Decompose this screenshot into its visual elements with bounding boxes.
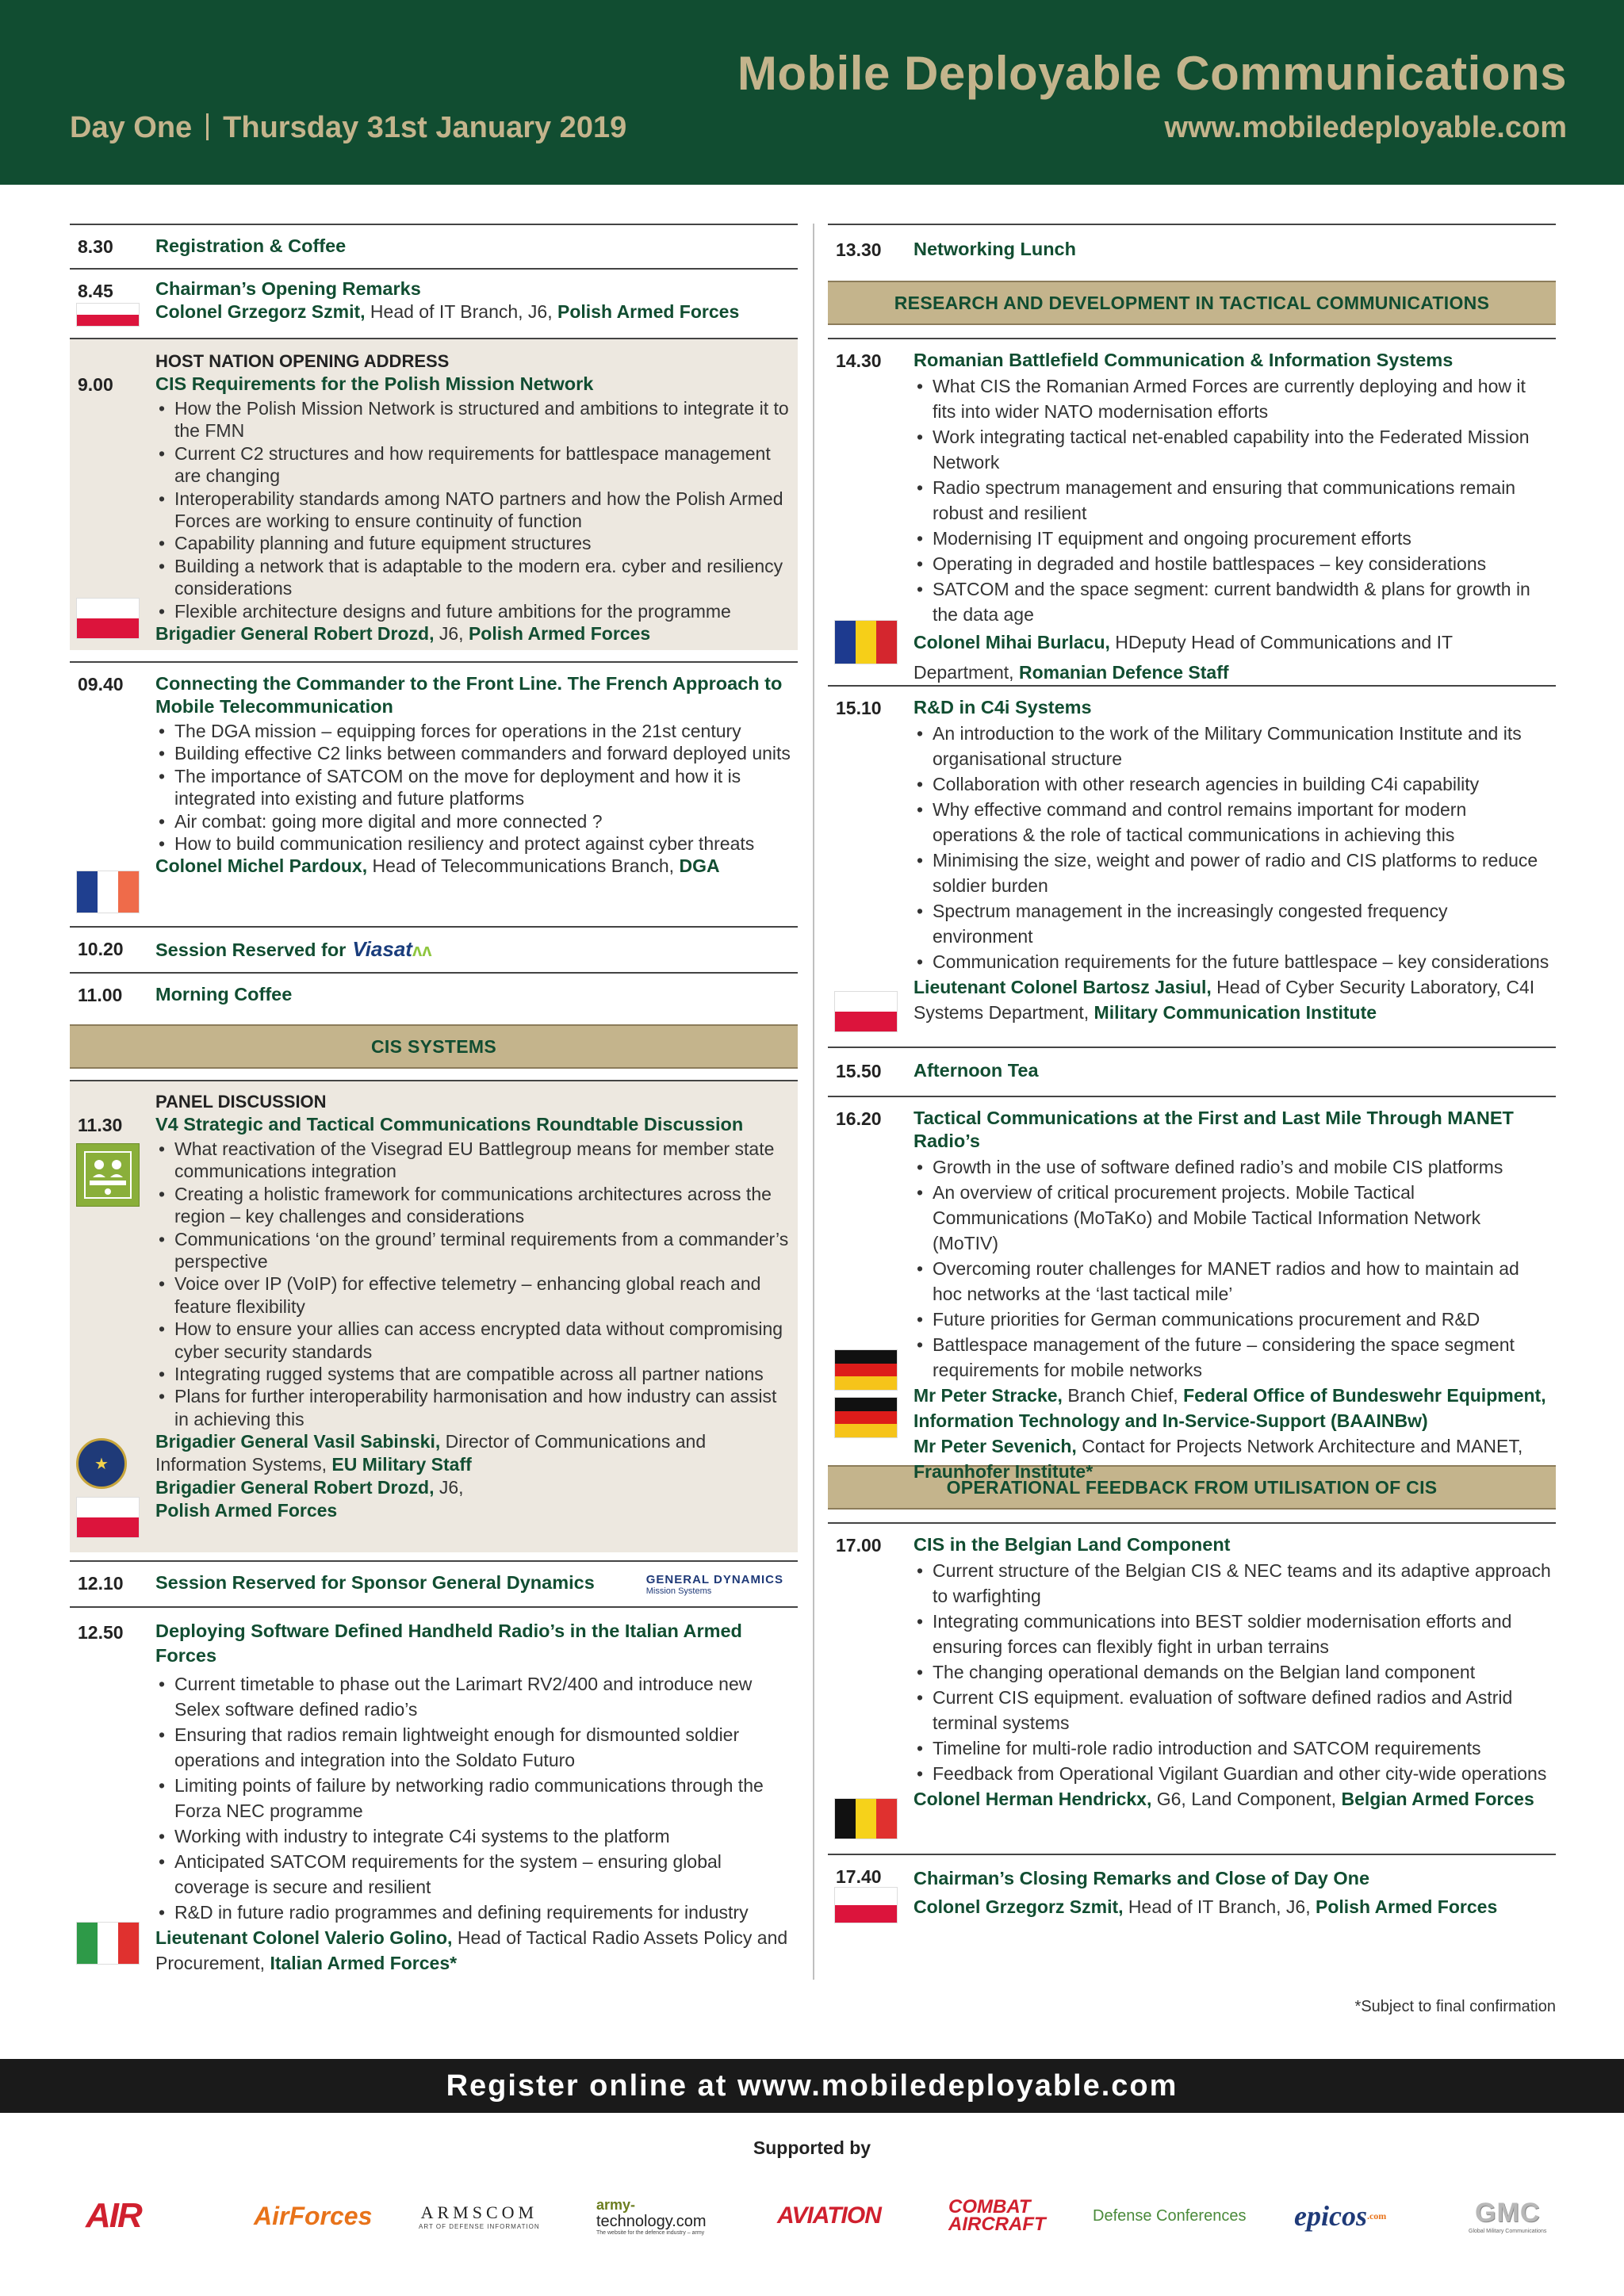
agenda-item-networking-lunch — [828, 224, 1556, 268]
session-title: Afternoon Tea — [914, 1060, 1039, 1081]
date-label: Thursday 31st January 2019 — [223, 111, 627, 144]
bullet-item: • Modernising IT equipment and ongoing procurement efforts — [914, 526, 1551, 551]
speaker-name: Mr Peter Sevenich, — [914, 1436, 1077, 1456]
bullet-item: • Building a network that is adaptable to the modern era. cyber and resiliency considerations — [155, 555, 793, 600]
speaker — [155, 1925, 793, 1976]
speaker-org: Belgian Armed Forces — [1341, 1789, 1534, 1809]
speaker-role: Head of IT Branch, J6, — [365, 301, 558, 322]
footnote: *Subject to final confirmation — [1354, 1998, 1556, 2015]
time-label: 8.30 — [78, 236, 113, 257]
time-label: 13.30 — [836, 239, 882, 260]
bullet-item: • Integrating communications into BEST soldier modernisation efforts and ensuring forces can flexibly fight in urban terrains — [914, 1609, 1551, 1659]
time-label: 15.50 — [836, 1061, 882, 1081]
defense-conferences-logo[interactable] — [1093, 2188, 1246, 2244]
bullet-item: • An overview of critical procurement projects. Mobile Tactical Communications (MoTaKo) and Mobile Tactical Information Network (MoTIV) — [914, 1180, 1551, 1256]
gmc-logo[interactable] — [1469, 2188, 1546, 2244]
day-separator — [206, 113, 209, 140]
logo-text: AIRCRAFT — [948, 2214, 1046, 2235]
speaker-role: Head of Cyber Security Laboratory, C4I Systems Department, — [914, 977, 1535, 1023]
speaker-name: Colonel Herman Hendrickx, — [914, 1789, 1152, 1809]
session-title: R&D in C4i Systems — [914, 697, 1092, 718]
bullet-item: • Spectrum management in the increasingly congested frequency environment — [914, 898, 1551, 949]
bullet-item: • Overcoming router challenges for MANET radios and how to maintain ad hoc networks at the ‘last tactical mile’ — [914, 1256, 1551, 1307]
agenda-item-viasat-session — [70, 926, 798, 972]
logo-text: technology.com — [596, 2212, 707, 2230]
bullet-item: • Ensuring that radios remain lightweight enough for dismounted soldier operations and integration into the Soldato Futuro — [155, 1722, 793, 1773]
session-title: Session Reserved for — [155, 939, 347, 960]
session-title: Deploying Software Defined Handheld Radio’s in the Italian Armed Forces — [155, 1621, 742, 1666]
session-title: Romanian Battlefield Communication & Information Systems — [914, 350, 1454, 370]
page-header — [0, 0, 1624, 185]
viasat-logo-text: Viasat — [352, 937, 412, 961]
day-label: Day One — [70, 111, 193, 144]
speaker-org: Polish Armed Forces — [1316, 1896, 1498, 1917]
general-dynamics-logo — [646, 1573, 783, 1596]
session-bullets — [914, 1154, 1551, 1383]
bullet-item: • Current timetable to phase out the Larimart RV2/400 and introduce new Selex software defined radio’s — [155, 1671, 793, 1722]
belgium-flag-icon — [834, 1798, 898, 1839]
register-banner[interactable]: Register online at www.mobiledeployable.com — [0, 2059, 1624, 2113]
logo-text: ARMSCOM — [420, 2202, 538, 2222]
bullet-item: • Capability planning and future equipment structures — [155, 532, 793, 554]
session-title: Networking Lunch — [914, 239, 1076, 259]
session-title: V4 Strategic and Tactical Communications Roundtable Discussion — [155, 1114, 744, 1135]
bullet-item: • Communication requirements for the future battlespace – key considerations — [914, 949, 1551, 974]
agenda-item-romanian-cis — [828, 338, 1556, 685]
session-title: Registration & Coffee — [155, 235, 347, 256]
logo-subtext: The website for the defence industry – army — [596, 2229, 705, 2236]
bullet-item: • Creating a holistic framework for communications architectures across the region – key challenges and considerations — [155, 1183, 793, 1228]
bullet-item: • Minimising the size, weight and power of radio and CIS platforms to reduce soldier burden — [914, 848, 1551, 898]
session-bullets — [155, 1138, 793, 1430]
logo-text: AIR — [86, 2196, 141, 2235]
gd-logo-line2: Mission Systems — [645, 1586, 712, 1596]
right-column — [828, 224, 1556, 1925]
speaker-org: Italian Armed Forces* — [270, 1953, 458, 1973]
session-type: PANEL DISCUSSION — [155, 1092, 327, 1112]
session-bullets — [914, 1558, 1551, 1786]
bullet-item: • Battlespace management of the future – considering the space segment requirements for mobile networks — [914, 1332, 1551, 1383]
time-label: 12.50 — [78, 1622, 124, 1643]
logo-text: Defense Conferences — [1093, 2206, 1247, 2225]
speaker-role: G6, Land Component, — [1151, 1789, 1342, 1809]
speaker-role: HDeputy Head of Communications and IT Department, — [914, 632, 1453, 683]
bullet-item: • The changing operational demands on the Belgian land component — [914, 1659, 1551, 1685]
speaker — [155, 300, 793, 323]
bullet-item: • Integrating rugged systems that are compatible across all partner nations — [155, 1363, 793, 1385]
speaker — [914, 974, 1551, 1025]
bullet-item: • Growth in the use of software defined radio’s and mobile CIS platforms — [914, 1154, 1551, 1180]
logo-text: epicos — [1294, 2200, 1367, 2232]
logo-text: GMC — [1475, 2198, 1541, 2228]
speaker-name: Mr Peter Stracke, — [914, 1385, 1063, 1406]
speaker — [914, 1383, 1551, 1433]
session-title: Morning Coffee — [155, 984, 293, 1004]
airforces-logo[interactable] — [254, 2188, 372, 2244]
poland-flag-icon — [76, 598, 140, 639]
bullet-item: • What CIS the Romanian Armed Forces are currently deploying and how it fits into wider NATO modernisation efforts — [914, 373, 1551, 424]
army-technology-logo[interactable] — [596, 2188, 707, 2244]
agenda-item-registration — [70, 224, 798, 268]
speaker — [914, 1786, 1551, 1812]
france-flag-icon — [76, 871, 140, 913]
speaker-name: Brigadier General Robert Drozd, — [155, 623, 435, 645]
bullet-item: • Operating in degraded and hostile battlespaces – key considerations — [914, 551, 1551, 576]
agenda-item-closing-remarks — [828, 1854, 1556, 1925]
column-divider — [813, 224, 814, 1980]
bullet-item: • Collaboration with other research agencies in building C4i capability — [914, 771, 1551, 797]
romania-flag-icon — [834, 620, 898, 664]
session-bullets — [155, 1671, 793, 1925]
speaker-org: Polish Armed Forces — [468, 623, 651, 645]
people-table-icon — [83, 1150, 132, 1200]
combat-aircraft-logo[interactable] — [948, 2188, 1046, 2244]
bullet-item: • How the Polish Mission Network is structured and ambitions to integrate it to the FMN — [155, 397, 793, 442]
epicos-logo[interactable] — [1294, 2188, 1386, 2244]
viasat-logo-mark-icon: ʌʌ — [412, 940, 432, 960]
time-label: 10.20 — [78, 939, 124, 959]
agenda-item-belgian-cis — [828, 1522, 1556, 1854]
bullet-item: • Flexible architecture designs and future ambitions for the programme — [155, 600, 793, 622]
time-label: 09.40 — [78, 674, 124, 695]
speaker-org: Fraunhofer Institute* — [914, 1461, 1094, 1482]
section-band-operational-feedback: OPERATIONAL FEEDBACK FROM UTILISATION OF CIS — [828, 1465, 1556, 1510]
session-title: CIS Requirements for the Polish Mission Network — [155, 373, 594, 394]
agenda-item-italian-radios — [70, 1606, 798, 1979]
speaker-role: J6, — [434, 1477, 464, 1498]
session-title: Chairman’s Opening Remarks — [155, 278, 421, 299]
speaker — [914, 1892, 1551, 1922]
bullet-item: • Voice over IP (VoIP) for effective telemetry – enhancing global reach and feature flexibility — [155, 1272, 793, 1318]
agenda-item-manet-radios — [828, 1096, 1556, 1482]
session-bullets — [914, 721, 1551, 974]
logo-subtext: Global Military Communications — [1469, 2229, 1547, 2234]
logo-subtext: ART OF DEFENSE INFORMATION — [419, 2222, 540, 2230]
logo-subtext: .com — [1366, 2210, 1387, 2221]
speaker-role: Director of Communications and Information Systems, — [155, 1431, 707, 1475]
speaker-role: Contact for Projects Network Architecture and MANET, — [1076, 1436, 1523, 1456]
session-type: HOST NATION OPENING ADDRESS — [155, 351, 450, 371]
germany-flag-icon — [834, 1349, 898, 1391]
poland-flag-icon — [76, 303, 140, 327]
bullet-item: • Building effective C2 links between commanders and forward deployed units — [155, 742, 793, 764]
logo-text: COMBAT — [948, 2196, 1031, 2218]
bullet-item: • Limiting points of failure by networking radio communications through the Forza NEC programme — [155, 1773, 793, 1823]
session-bullets — [155, 720, 793, 855]
sponsor-logos — [0, 2188, 1624, 2260]
bullet-item: • Current C2 structures and how requirements for battlespace management are changing — [155, 442, 793, 488]
time-label: 17.00 — [836, 1535, 882, 1556]
armscom-logo[interactable] — [419, 2188, 540, 2244]
agenda-item-opening-remarks — [70, 268, 798, 327]
logo-text: AirForces — [254, 2201, 373, 2230]
speaker — [155, 855, 793, 878]
time-label: 17.40 — [836, 1866, 882, 1887]
speaker-org: EU Military Staff — [331, 1454, 472, 1475]
agenda-item-panel-discussion — [70, 1080, 798, 1552]
speaker-name: Colonel Michel Pardoux, — [155, 855, 368, 877]
bullet-item: • How to ensure your allies can access encrypted data without compromising cyber security standards — [155, 1318, 793, 1363]
bullet-item: • Working with industry to integrate C4i systems to the platform — [155, 1823, 793, 1849]
panel-discussion-icon — [76, 1143, 140, 1207]
session-title: CIS in the Belgian Land Component — [914, 1534, 1231, 1555]
agenda-item-morning-coffee — [70, 972, 798, 1016]
aviation-logo[interactable] — [777, 2188, 881, 2244]
bullet-item: • Feedback from Operational Vigilant Guardian and other city-wide operations — [914, 1761, 1551, 1786]
bullet-item: • Communications ‘on the ground’ terminal requirements from a commander’s perspective — [155, 1228, 793, 1273]
speaker-org: Military Communication Institute — [1094, 1002, 1377, 1023]
agenda-item-host-nation — [70, 338, 798, 650]
speaker-name: Lieutenant Colonel Bartosz Jasiul, — [914, 977, 1212, 997]
supported-by-label: Supported by — [753, 2137, 871, 2158]
speaker — [914, 627, 1551, 687]
speaker-role: Branch Chief, — [1062, 1385, 1184, 1406]
speaker — [155, 1430, 793, 1476]
bullet-item: • Timeline for multi-role radio introduction and SATCOM requirements — [914, 1735, 1551, 1761]
session-title: Chairman’s Closing Remarks and Close of Day One — [914, 1868, 1370, 1888]
speaker-name: Colonel Grzegorz Szmit, — [914, 1896, 1124, 1917]
poland-flag-icon — [834, 1887, 898, 1923]
speaker-role: Head of IT Branch, J6, — [1123, 1896, 1316, 1917]
speaker — [914, 1433, 1551, 1484]
agenda-item-french-approach — [70, 661, 798, 926]
session-title: Session Reserved for Sponsor General Dynamics — [155, 1572, 595, 1593]
bullet-item: • Current structure of the Belgian CIS & NEC teams and its adaptive approach to warfighting — [914, 1558, 1551, 1609]
event-day — [70, 111, 626, 145]
poland-flag-icon — [834, 991, 898, 1032]
bullet-item: • Plans for further interoperability harmonisation and how industry can assist in achieving this — [155, 1385, 793, 1430]
bullet-item: • Current CIS equipment. evaluation of software defined radios and Astrid terminal systems — [914, 1685, 1551, 1735]
agenda-item-afternoon-tea — [828, 1047, 1556, 1096]
logo-text: army- — [596, 2196, 636, 2213]
speaker-role: Head of Tactical Radio Assets Policy and Procurement, — [155, 1927, 788, 1973]
speaker-name: Colonel Grzegorz Szmit, — [155, 301, 366, 322]
event-title: Mobile Deployable Communications — [737, 47, 1567, 100]
speaker-role: J6, — [434, 623, 469, 645]
bullet-item: • How to build communication resiliency and protect against cyber threats — [155, 832, 793, 855]
speaker-org: Romanian Defence Staff — [1018, 662, 1229, 683]
time-label: 11.00 — [78, 985, 123, 1005]
air-international-logo[interactable] — [86, 2188, 141, 2244]
bullet-item: • Work integrating tactical net-enabled capability into the Federated Mission Network — [914, 424, 1551, 475]
speaker-org: DGA — [679, 855, 720, 877]
speaker — [155, 1476, 508, 1522]
poland-flag-icon — [76, 1497, 140, 1538]
left-column — [70, 224, 798, 1979]
session-bullets — [155, 397, 793, 622]
session-title: Connecting the Commander to the Front Line. The French Approach to Mobile Telecommunication — [155, 673, 783, 717]
bullet-item: • Anticipated SATCOM requirements for the system – ensuring global coverage is secure and resilient — [155, 1849, 793, 1900]
speaker-name: Colonel Mihai Burlacu, — [914, 632, 1110, 652]
italy-flag-icon — [76, 1922, 140, 1965]
logo-text: AVIATION — [777, 2202, 881, 2229]
session-title: Tactical Communications at the First and Last Mile Through MANET Radio’s — [914, 1108, 1514, 1151]
bullet-item: • Interoperability standards among NATO partners and how the Polish Armed Forces are working to ensure continuity of function — [155, 488, 793, 533]
speaker-name: Lieutenant Colonel Valerio Golino, — [155, 1927, 453, 1948]
germany-flag-icon — [834, 1397, 898, 1438]
time-label: 11.30 — [78, 1115, 123, 1135]
bullet-item: • SATCOM and the space segment: current bandwidth & plans for growth in the data age — [914, 576, 1551, 627]
time-label: 8.45 — [78, 281, 113, 301]
bullet-item: • Future priorities for German communications procurement and R&D — [914, 1307, 1551, 1332]
bullet-item: • The importance of SATCOM on the move for deployment and how it is integrated into existing and future platforms — [155, 765, 793, 810]
bullet-item: • R&D in future radio programmes and defining requirements for industry — [155, 1900, 793, 1925]
time-label: 14.30 — [836, 350, 882, 371]
speaker-name: Brigadier General Vasil Sabinski, — [155, 1431, 441, 1452]
time-label: 9.00 — [78, 374, 113, 395]
speaker-org: Federal Office of Bundeswehr Equipment, Information Technology and In-Service-Support (BAAINBw) — [914, 1385, 1546, 1431]
time-label: 12.10 — [78, 1573, 124, 1594]
bullet-item: • Air combat: going more digital and more connected ? — [155, 810, 793, 832]
bullet-item: • Why effective command and control remains important for modern operations & the role of tactical communications in achieving this — [914, 797, 1551, 848]
session-bullets — [914, 373, 1551, 627]
speaker-role: Head of Telecommunications Branch, — [367, 855, 680, 877]
bullet-item: • What reactivation of the Visegrad EU Battlegroup means for member state communications integration — [155, 1138, 793, 1183]
agenda-item-general-dynamics — [70, 1560, 798, 1606]
bullet-item: • An introduction to the work of the Military Communication Institute and its organisational structure — [914, 721, 1551, 771]
gd-logo-line1: GENERAL DYNAMICS — [645, 1573, 783, 1586]
bullet-item: • Radio spectrum management and ensuring that communications remain robust and resilient — [914, 475, 1551, 526]
section-band-research-development: RESEARCH AND DEVELOPMENT IN TACTICAL COMMUNICATIONS — [828, 281, 1556, 325]
viasat-logo — [352, 937, 431, 962]
event-url[interactable]: www.mobiledeployable.com — [1164, 111, 1567, 144]
bullet-item: • The DGA mission – equipping forces for operations in the 21st century — [155, 720, 793, 742]
agenda-item-rd-c4i — [828, 685, 1556, 1047]
speaker-org: Polish Armed Forces — [557, 301, 740, 322]
eu-military-staff-emblem-icon: ★ — [76, 1438, 127, 1489]
time-label: 16.20 — [836, 1108, 882, 1129]
speaker-org: Polish Armed Forces — [155, 1500, 338, 1521]
time-label: 15.10 — [836, 698, 882, 718]
speaker-name: Brigadier General Robert Drozd, — [155, 1477, 435, 1498]
speaker — [155, 622, 793, 645]
section-band-cis-systems: CIS SYSTEMS — [70, 1024, 798, 1069]
